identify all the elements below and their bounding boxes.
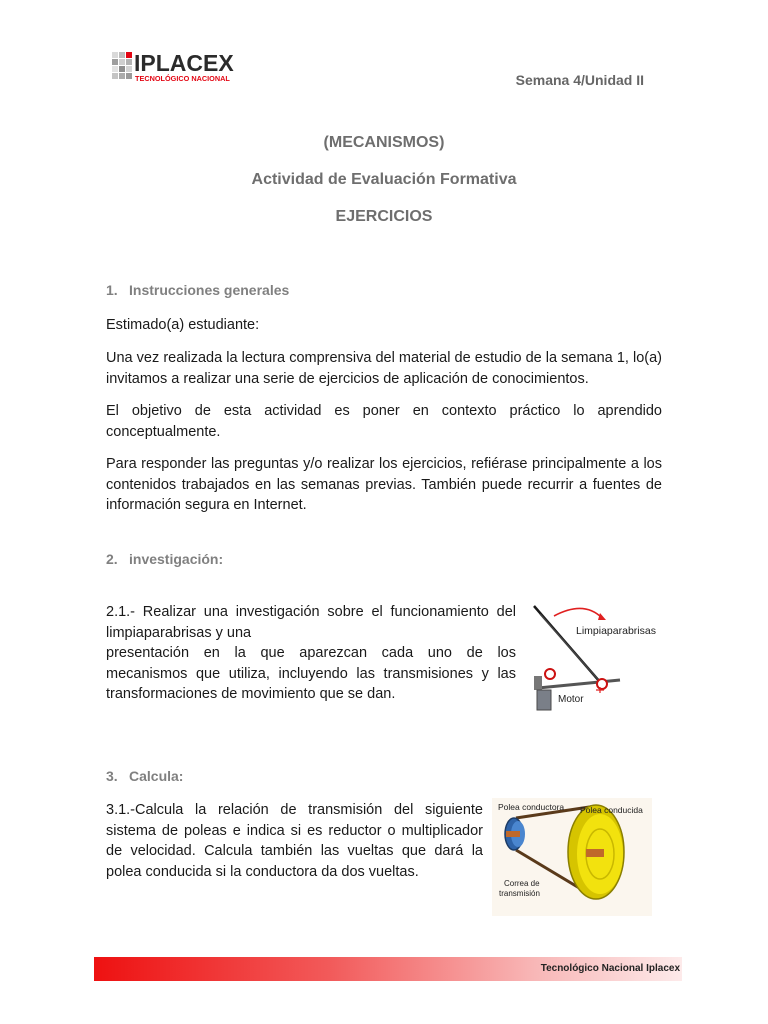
- question-2-1: [106, 602, 516, 705]
- figure-label-motor: Motor: [558, 694, 584, 705]
- question-line: 2.1.- Realizar una investigación sobre el funcionamiento del limpiaparabrisas y una: [106, 604, 516, 641]
- driven-shaft: [586, 849, 604, 857]
- motion-arrow: [554, 608, 602, 618]
- section-heading-instructions: [106, 282, 289, 298]
- section-heading-calculate: [106, 768, 183, 784]
- pivot: [597, 679, 607, 689]
- question-3-1: 3.1.-Calcula la relación de transmisión del siguiente sistema de poleas e indica si es reductor o multiplicador de velocidad. Calcula también las vueltas que dará la polea conducida si la conductora da dos vueltas.: [106, 802, 483, 880]
- figure-label-belt: transmisión: [499, 889, 540, 898]
- driver-shaft: [506, 831, 520, 837]
- section-heading-text: Instrucciones generales: [129, 282, 290, 298]
- figure-label-belt: Correa de: [504, 879, 540, 888]
- iplacex-logo: [112, 50, 257, 86]
- paragraph: El objetivo de esta actividad es poner en contexto práctico lo aprendido conceptualmente.: [106, 403, 662, 440]
- figure-label-wiper: Limpiaparabrisas: [576, 625, 656, 637]
- pulley-system-figure: [492, 798, 652, 916]
- arrow-head: [598, 613, 606, 620]
- document-section-title: EJERCICIOS: [335, 208, 433, 225]
- motor-body: [537, 690, 551, 710]
- section-number: 3.: [106, 768, 118, 784]
- section-heading-text: investigación:: [129, 551, 224, 567]
- figure-label-driven: Polea conducida: [580, 805, 643, 815]
- logo-squares: [112, 52, 132, 79]
- greeting: Estimado(a) estudiante:: [106, 317, 260, 333]
- crank: [534, 676, 542, 690]
- document-title: (MECANISMOS): [323, 134, 445, 151]
- section-number: 1.: [106, 282, 118, 298]
- footer-text: Tecnológico Nacional Iplacex: [540, 963, 680, 974]
- question-line: presentación en la que aparezcan cada uno de los mecanismos que utiliza, incluyendo las transmisiones y las transformaciones de movimiento que se dan.: [106, 645, 516, 702]
- paragraph: Una vez realizada la lectura comprensiva del material de estudio de la semana 1, lo(a) invitamos a realizar una serie de ejercicios de aplicación de conocimientos.: [106, 350, 662, 387]
- section-heading-research: [106, 551, 223, 567]
- document-subtitle: Actividad de Evaluación Formativa: [251, 171, 517, 188]
- section-number: 2.: [106, 551, 118, 567]
- paragraph: Para responder las preguntas y/o realizar los ejercicios, refiérase principalmente a los contenidos trabajados en las semanas previas. También puede recurrir a fuentes de información segura en Internet.: [106, 456, 662, 513]
- figure-label-driver: Polea conductora: [498, 802, 565, 812]
- logo-subtext: TECNOLÓGICO NACIONAL: [135, 74, 230, 83]
- windshield-wiper-figure: [524, 604, 664, 712]
- logo-text: IPLACEX: [134, 50, 234, 76]
- week-unit-label: Semana 4/Unidad II: [515, 72, 644, 88]
- pivot: [545, 669, 555, 679]
- section-heading-text: Calcula:: [129, 768, 184, 784]
